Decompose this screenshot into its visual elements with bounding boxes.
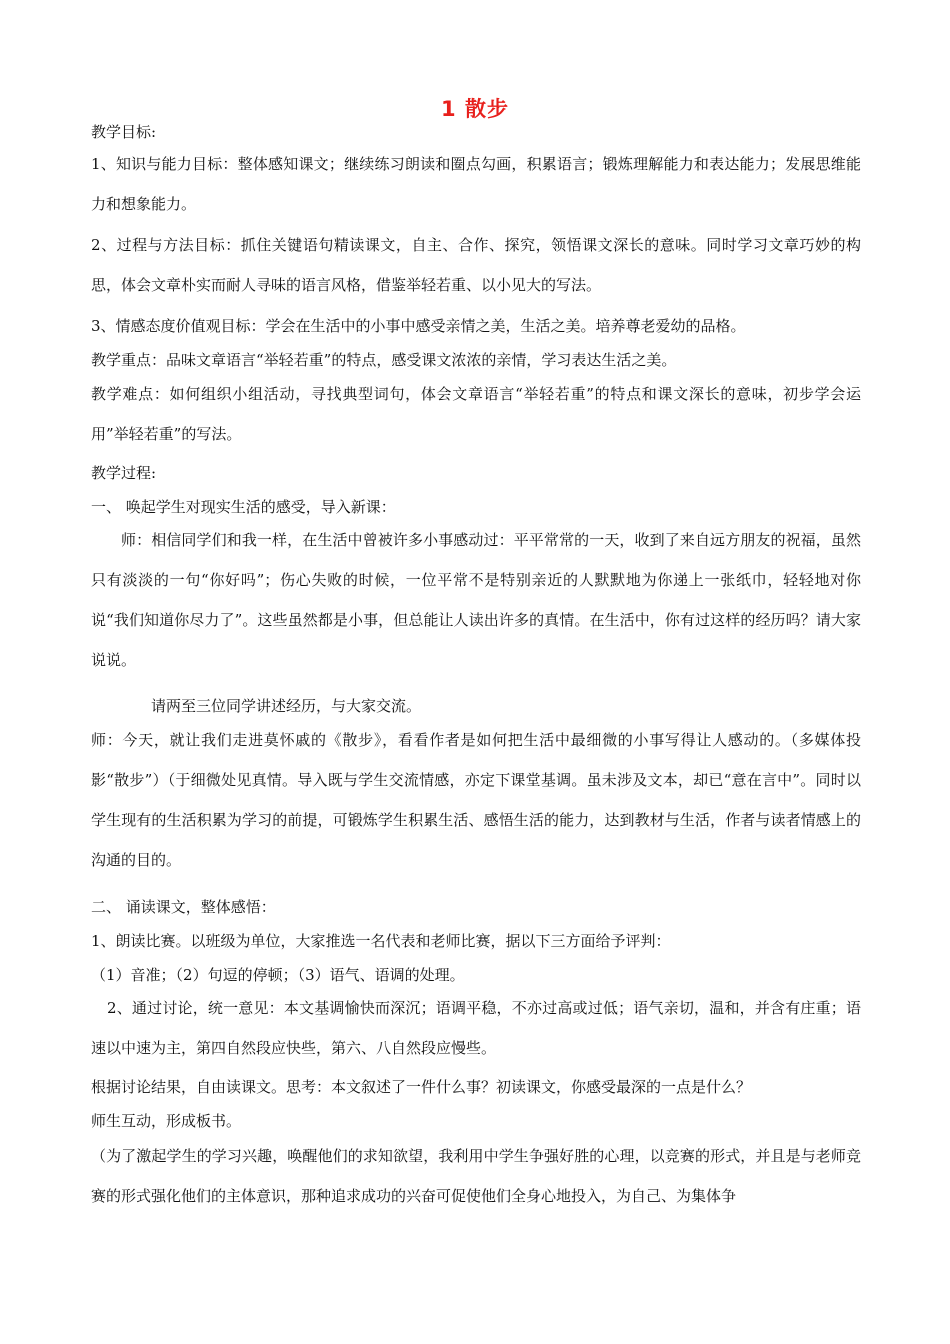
student-sharing-note: 请两至三位同学讲述经历，与大家交流。 xyxy=(151,697,422,715)
free-reading-question: 根据讨论结果，自由读课文。思考：本文叙述了一件什么事？初读课文，你感受最深的一点是什么？ xyxy=(91,1078,752,1096)
teaching-focus: 教学重点：品味文章语言“举轻若重”的特点，感受课文浓浓的亲情，学习表达生活之美。 xyxy=(91,351,677,369)
document-title: 1 散步 xyxy=(441,97,509,121)
step-one-heading: 一、 唤起学生对现实生活的感受，导入新课： xyxy=(91,498,396,516)
objective-emotion: 3、情感态度价值观目标：学会在生活中的小事中感受亲情之美，生活之美。培养尊老爱幼的品格。 xyxy=(91,317,746,335)
discussion-item: 2、通过讨论，统一意见：本文基调愉快而深沉；语调平稳，不亦过高或过低；语气亲切，温和，并含有庄重；语速以中速为主，第四自然段应快些，第六、八自然段应慢些。 xyxy=(91,999,861,1057)
teacher-lead-in-paragraph: 师：今天，就让我们走进莫怀戚的《散步》，看看作者是如何把生活中最细微的小事写得让人感动的。（多媒体投影“散步”）（于细微处见真情。导入既与学生交流情感，亦定下课堂基调。虽未涉及文本，却已“意在言中”。同时以学生现有的生活积累为学习的前提，可锻炼学生积累生活、感悟生活的能力，达到教材与生活，作者与读者情感上的沟通的目的。 xyxy=(91,731,861,869)
interaction-note: 师生互动，形成板书。 xyxy=(91,1112,242,1130)
objective-process: 2、过程与方法目标：抓住关键语句精读课文，自主、合作、探究，领悟课文深长的意味。同时学习文章巧妙的构思，体会文章朴实而耐人寻味的语言风格，借鉴举轻若重、以小见大的写法。 xyxy=(91,236,861,294)
design-rationale-paragraph: （为了激起学生的学习兴趣，唤醒他们的求知欲望，我利用中学生争强好胜的心理，以竞赛的形式，并且是与老师竞赛的形式强化他们的主体意识，那种追求成功的兴奋可促使他们全身心地投入，为自己、为集体争 xyxy=(91,1147,861,1205)
teacher-intro-paragraph: 师：相信同学们和我一样，在生活中曾被许多小事感动过：平平常常的一天，收到了来自远方朋友的祝福，虽然只有淡淡的一句“你好吗”；伤心失败的时候，一位平常不是特别亲近的人默默地为你递上一张纸巾，轻轻地对你说“我们知道你尽力了”。这些虽然都是小事，但总能让人读出许多的真情。在生活中，你有过这样的经历吗？请大家说说。 xyxy=(91,531,861,669)
section-heading-objectives: 教学目标: xyxy=(91,123,157,141)
reading-contest-item: 1、朗读比赛。以班级为单位，大家推选一名代表和老师比赛，据以下三方面给予评判： xyxy=(91,932,671,950)
contest-criteria: （1）音准；（2）句逗的停顿；（3）语气、语调的处理。 xyxy=(91,966,465,984)
teaching-difficulty: 教学难点：如何组织小组活动，寻找典型词句，体会文章语言“举轻若重”的特点和课文深长的意味，初步学会运用”举轻若重”的写法。 xyxy=(91,385,861,443)
step-two-heading: 二、 诵读课文，整体感悟： xyxy=(91,898,276,916)
objective-knowledge: 1、知识与能力目标：整体感知课文；继续练习朗读和圈点勾画，积累语言；锻炼理解能力和表达能力；发展思维能力和想象能力。 xyxy=(91,155,861,213)
section-heading-process: 教学过程: xyxy=(91,464,157,482)
